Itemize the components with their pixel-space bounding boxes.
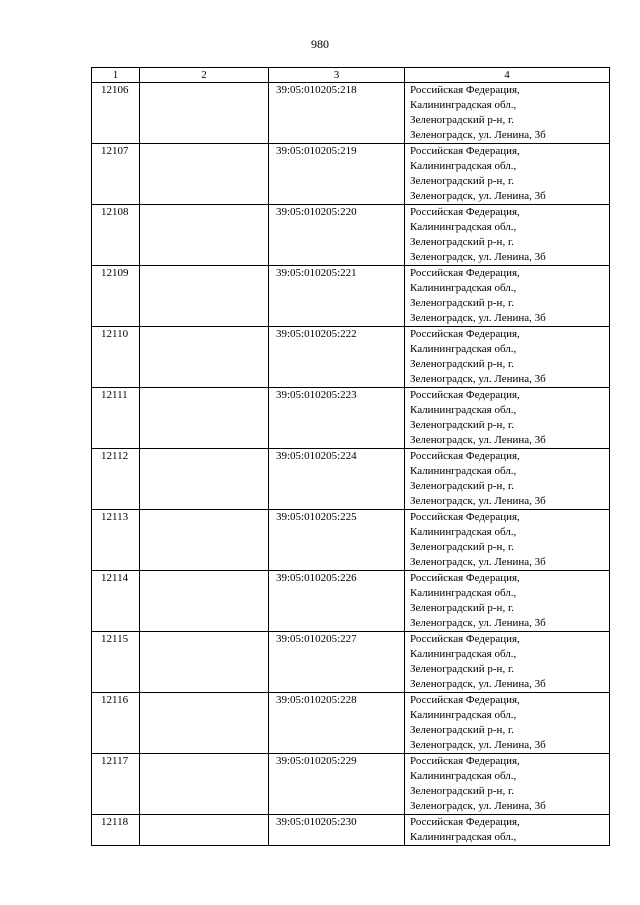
table-row (92, 205, 610, 266)
row-number-cell: 12109 (92, 266, 140, 327)
address-cell (405, 571, 610, 632)
empty-cell (140, 449, 269, 510)
table-row (92, 388, 610, 449)
table-header-row (92, 68, 610, 83)
row-number-cell: 12111 (92, 388, 140, 449)
address-cell (405, 693, 610, 754)
table-row (92, 815, 610, 846)
address-line: Калининградская обл., (410, 343, 517, 355)
address-line: Зеленоградск, ул. Ленина, 3б (410, 739, 546, 751)
address-line: Российская Федерация, (410, 511, 520, 523)
cadastral-number-cell: 39:05:010205:227 (269, 632, 405, 693)
address-line: Калининградская обл., (410, 831, 517, 843)
address-line: Зеленоградский р-н, г. (410, 419, 514, 431)
address-line: Зеленоградск, ул. Ленина, 3б (410, 434, 546, 446)
address-line: Калининградская обл., (410, 99, 517, 111)
table-row (92, 571, 610, 632)
address-line: Российская Федерация, (410, 816, 520, 828)
address-cell (405, 815, 610, 846)
cadastral-number-cell: 39:05:010205:225 (269, 510, 405, 571)
row-number-cell: 12116 (92, 693, 140, 754)
empty-cell (140, 83, 269, 144)
address-line: Зеленоградск, ул. Ленина, 3б (410, 800, 546, 812)
column-header-3: 3 (269, 68, 405, 83)
address-line: Российская Федерация, (410, 450, 520, 462)
row-number-cell: 12115 (92, 632, 140, 693)
empty-cell (140, 510, 269, 571)
address-line: Калининградская обл., (410, 770, 517, 782)
address-line: Зеленоградск, ул. Ленина, 3б (410, 312, 546, 324)
address-line: Российская Федерация, (410, 145, 520, 157)
empty-cell (140, 266, 269, 327)
address-line: Зеленоградский р-н, г. (410, 236, 514, 248)
table-row (92, 144, 610, 205)
table-row (92, 632, 610, 693)
cadastral-number-cell: 39:05:010205:220 (269, 205, 405, 266)
address-line: Зеленоградск, ул. Ленина, 3б (410, 678, 546, 690)
cadastral-number-cell: 39:05:010205:229 (269, 754, 405, 815)
cadastral-number-cell: 39:05:010205:222 (269, 327, 405, 388)
address-line: Зеленоградский р-н, г. (410, 724, 514, 736)
empty-cell (140, 571, 269, 632)
empty-cell (140, 205, 269, 266)
row-number-cell: 12112 (92, 449, 140, 510)
cadastral-number-cell: 39:05:010205:221 (269, 266, 405, 327)
address-line: Российская Федерация, (410, 389, 520, 401)
address-line: Зеленоградск, ул. Ленина, 3б (410, 373, 546, 385)
address-line: Российская Федерация, (410, 267, 520, 279)
row-number-cell: 12106 (92, 83, 140, 144)
address-cell (405, 632, 610, 693)
address-line: Зеленоградский р-н, г. (410, 358, 514, 370)
empty-cell (140, 815, 269, 846)
address-line: Зеленоградск, ул. Ленина, 3б (410, 251, 546, 263)
table-row (92, 510, 610, 571)
address-line: Зеленоградск, ул. Ленина, 3б (410, 495, 546, 507)
address-line: Зеленоградский р-н, г. (410, 663, 514, 675)
address-cell (405, 266, 610, 327)
row-number-cell: 12113 (92, 510, 140, 571)
address-line: Российская Федерация, (410, 206, 520, 218)
empty-cell (140, 144, 269, 205)
registry-table (91, 67, 610, 846)
column-header-1: 1 (92, 68, 140, 83)
column-header-4: 4 (405, 68, 610, 83)
empty-cell (140, 754, 269, 815)
address-line: Зеленоградск, ул. Ленина, 3б (410, 190, 546, 202)
address-line: Калининградская обл., (410, 160, 517, 172)
address-line: Российская Федерация, (410, 572, 520, 584)
table-row (92, 327, 610, 388)
table-row (92, 449, 610, 510)
address-line: Калининградская обл., (410, 587, 517, 599)
cadastral-number-cell: 39:05:010205:224 (269, 449, 405, 510)
row-number-cell: 12118 (92, 815, 140, 846)
cadastral-number-cell: 39:05:010205:228 (269, 693, 405, 754)
table-row (92, 83, 610, 144)
empty-cell (140, 327, 269, 388)
row-number-cell: 12117 (92, 754, 140, 815)
address-line: Калининградская обл., (410, 526, 517, 538)
address-line: Российская Федерация, (410, 328, 520, 340)
row-number-cell: 12107 (92, 144, 140, 205)
address-line: Зеленоградский р-н, г. (410, 114, 514, 126)
address-cell (405, 510, 610, 571)
column-header-2: 2 (140, 68, 269, 83)
address-cell (405, 754, 610, 815)
cadastral-number-cell: 39:05:010205:223 (269, 388, 405, 449)
address-line: Российская Федерация, (410, 84, 520, 96)
address-line: Зеленоградский р-н, г. (410, 602, 514, 614)
address-cell (405, 327, 610, 388)
address-line: Калининградская обл., (410, 282, 517, 294)
table-row (92, 693, 610, 754)
address-line: Калининградская обл., (410, 465, 517, 477)
address-line: Российская Федерация, (410, 694, 520, 706)
address-line: Калининградская обл., (410, 404, 517, 416)
address-line: Зеленоградский р-н, г. (410, 785, 514, 797)
address-line: Зеленоградский р-н, г. (410, 480, 514, 492)
row-number-cell: 12114 (92, 571, 140, 632)
address-line: Калининградская обл., (410, 221, 517, 233)
row-number-cell: 12110 (92, 327, 140, 388)
empty-cell (140, 388, 269, 449)
address-cell (405, 449, 610, 510)
address-line: Российская Федерация, (410, 633, 520, 645)
table-row (92, 754, 610, 815)
empty-cell (140, 693, 269, 754)
address-line: Зеленоградский р-н, г. (410, 541, 514, 553)
address-line: Зеленоградский р-н, г. (410, 297, 514, 309)
address-line: Зеленоградск, ул. Ленина, 3б (410, 129, 546, 141)
address-line: Калининградская обл., (410, 648, 517, 660)
table-row (92, 266, 610, 327)
address-cell (405, 144, 610, 205)
address-line: Зеленоградск, ул. Ленина, 3б (410, 617, 546, 629)
address-line: Зеленоградск, ул. Ленина, 3б (410, 556, 546, 568)
cadastral-number-cell: 39:05:010205:218 (269, 83, 405, 144)
cadastral-number-cell: 39:05:010205:226 (269, 571, 405, 632)
empty-cell (140, 632, 269, 693)
address-cell (405, 388, 610, 449)
cadastral-number-cell: 39:05:010205:219 (269, 144, 405, 205)
address-line: Зеленоградский р-н, г. (410, 175, 514, 187)
address-line: Калининградская обл., (410, 709, 517, 721)
address-cell (405, 205, 610, 266)
table-body (92, 83, 610, 846)
address-cell (405, 83, 610, 144)
row-number-cell: 12108 (92, 205, 140, 266)
address-line: Российская Федерация, (410, 755, 520, 767)
page-number: 980 (311, 37, 329, 51)
cadastral-number-cell: 39:05:010205:230 (269, 815, 405, 846)
